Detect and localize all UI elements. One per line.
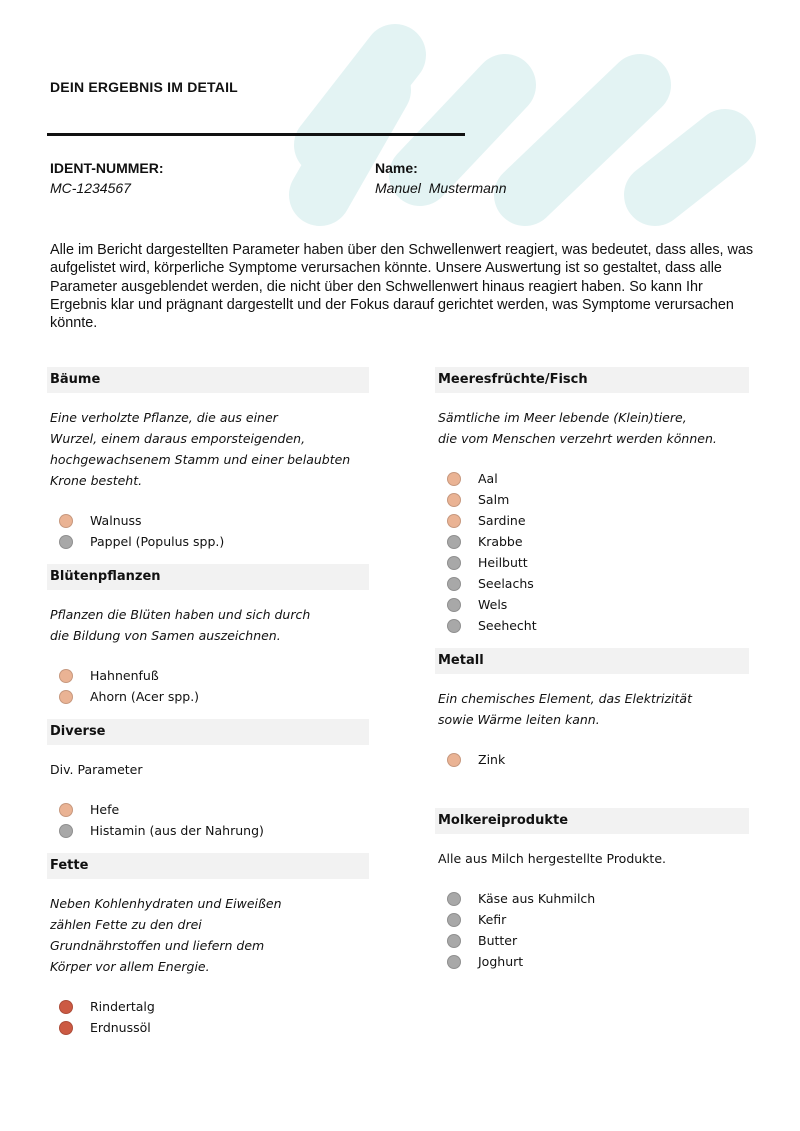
section-heading: Bäume (47, 367, 369, 393)
section-molkereiprodukte (435, 808, 749, 972)
parameter-item (447, 930, 749, 951)
parameter-label: Erdnussöl (90, 1020, 151, 1035)
parameter-label: Rindertalg (90, 999, 155, 1014)
parameter-list (47, 665, 369, 707)
parameter-item (447, 615, 749, 636)
section-description: Eine verholzte Pflanze, die aus einer Wurzel, einem daraus emporsteigenden, hochgewachsenem Stamm und einer belaubten Krone besteht. (50, 410, 351, 488)
section-heading: Blütenpflanzen (47, 564, 369, 590)
parameter-list (47, 799, 369, 841)
section-description: Alle aus Milch hergestellte Produkte. (438, 851, 666, 866)
reaction-level-dot-icon (447, 493, 461, 507)
reaction-level-dot-icon (447, 913, 461, 927)
parameter-item (59, 820, 369, 841)
reaction-level-dot-icon (447, 753, 461, 767)
reaction-level-dot-icon (59, 690, 73, 704)
parameter-item (59, 510, 369, 531)
section-b-ume (47, 367, 369, 552)
parameter-list (47, 510, 369, 552)
parameter-item (447, 489, 749, 510)
parameter-list (47, 996, 369, 1038)
parameter-label: Wels (478, 597, 508, 612)
parameter-label: Heilbutt (478, 555, 528, 570)
parameter-label: Hefe (90, 802, 120, 817)
parameter-label: Pappel (Populus spp.) (90, 534, 225, 549)
reaction-level-dot-icon (59, 1000, 73, 1014)
parameter-item (447, 510, 749, 531)
name-label: Name: (375, 160, 418, 176)
section-heading: Diverse (47, 719, 369, 745)
intro-text: Alle im Bericht dargestellten Parameter haben über den Schwellenwert reagiert, was bedeutet, dass alles, was aufgelistet wird, körperliche Symptome verursachen könnte. Unsere Auswertung ist so gestaltet, dass alle Parameter ausgeblendet werden, die nicht über den Schwellenwert hinaus reagiert haben. So kann Ihr Ergebnis klar und prägnant dargestellt und der Fokus darauf gerichtet werden, was Symptome verursachen könnte. (50, 242, 754, 332)
reaction-level-dot-icon (59, 1021, 73, 1035)
reaction-level-dot-icon (59, 514, 73, 528)
parameter-item (59, 996, 369, 1017)
section-fette (47, 853, 369, 1038)
stripe (655, 140, 725, 195)
parameter-label: Histamin (aus der Nahrung) (90, 823, 264, 838)
stripe (525, 85, 640, 195)
parameter-list (435, 749, 749, 770)
reaction-level-dot-icon (447, 577, 461, 591)
reaction-level-dot-icon (447, 934, 461, 948)
parameter-item (59, 686, 369, 707)
section-description: Neben Kohlenhydraten und Eiweißen zählen Fette zu den drei Grundnährstoffen und liefern dem Körper vor allem Energie. (50, 896, 282, 974)
parameter-item (59, 799, 369, 820)
section-description: Sämtliche im Meer lebende (Klein)tiere, die vom Menschen verzehrt werden können. (438, 410, 717, 446)
reaction-level-dot-icon (447, 514, 461, 528)
parameter-item (447, 573, 749, 594)
parameter-item (447, 909, 749, 930)
section-meeresfr-chte-fisch (435, 367, 749, 636)
parameter-label: Salm (478, 492, 510, 507)
parameter-item (59, 1017, 369, 1038)
reaction-level-dot-icon (447, 598, 461, 612)
reaction-level-dot-icon (59, 824, 73, 838)
page-title: DEIN ERGEBNIS IM DETAIL (50, 79, 238, 95)
left-column (47, 367, 369, 1050)
name-block (375, 160, 507, 196)
parameter-label: Walnuss (90, 513, 142, 528)
parameter-list (435, 888, 749, 972)
parameter-label: Sardine (478, 513, 526, 528)
ident-label: IDENT-NUMMER: (50, 160, 164, 176)
reaction-level-dot-icon (447, 472, 461, 486)
section-heading: Metall (435, 648, 749, 674)
parameter-label: Zink (478, 752, 506, 767)
ident-value: MC-1234567 (50, 180, 131, 196)
section-heading: Meeresfrüchte/Fisch (435, 367, 749, 393)
reaction-level-dot-icon (59, 803, 73, 817)
section-description: Ein chemisches Element, das Elektrizität sowie Wärme leiten kann. (438, 691, 692, 727)
parameter-label: Hahnenfuß (90, 668, 159, 683)
section-description: Pflanzen die Blüten haben und sich durch die Bildung von Samen auszeichnen. (50, 607, 311, 643)
reaction-level-dot-icon (447, 619, 461, 633)
section-diverse (47, 719, 369, 841)
section-bl-tenpflanzen (47, 564, 369, 707)
right-column (435, 367, 749, 984)
parameter-item (447, 951, 749, 972)
parameter-label: Krabbe (478, 534, 523, 549)
section-heading: Molkereiprodukte (435, 808, 749, 834)
parameter-label: Aal (478, 471, 498, 486)
reaction-level-dot-icon (447, 556, 461, 570)
title-divider (47, 133, 465, 136)
parameter-item (447, 888, 749, 909)
parameter-label: Kefir (478, 912, 507, 927)
section-description: Div. Parameter (50, 762, 143, 777)
parameter-item (447, 468, 749, 489)
parameter-list (435, 468, 749, 636)
section-metall (435, 648, 749, 770)
parameter-label: Seehecht (478, 618, 537, 633)
parameter-label: Ahorn (Acer spp.) (90, 689, 200, 704)
parameter-item (447, 552, 749, 573)
parameter-label: Seelachs (478, 576, 534, 591)
parameter-label: Butter (478, 933, 518, 948)
parameter-label: Käse aus Kuhmilch (478, 891, 596, 906)
parameter-item (59, 665, 369, 686)
reaction-level-dot-icon (59, 669, 73, 683)
reaction-level-dot-icon (447, 955, 461, 969)
section-heading: Fette (47, 853, 369, 879)
decorative-stripes (0, 0, 800, 260)
parameter-item (447, 594, 749, 615)
name-value: Manuel Mustermann (375, 180, 507, 196)
parameter-item (447, 749, 749, 770)
reaction-level-dot-icon (447, 892, 461, 906)
ident-block (50, 160, 164, 196)
reaction-level-dot-icon (447, 535, 461, 549)
reaction-level-dot-icon (59, 535, 73, 549)
parameter-label: Joghurt (478, 954, 524, 969)
parameter-item (447, 531, 749, 552)
parameter-item (59, 531, 369, 552)
